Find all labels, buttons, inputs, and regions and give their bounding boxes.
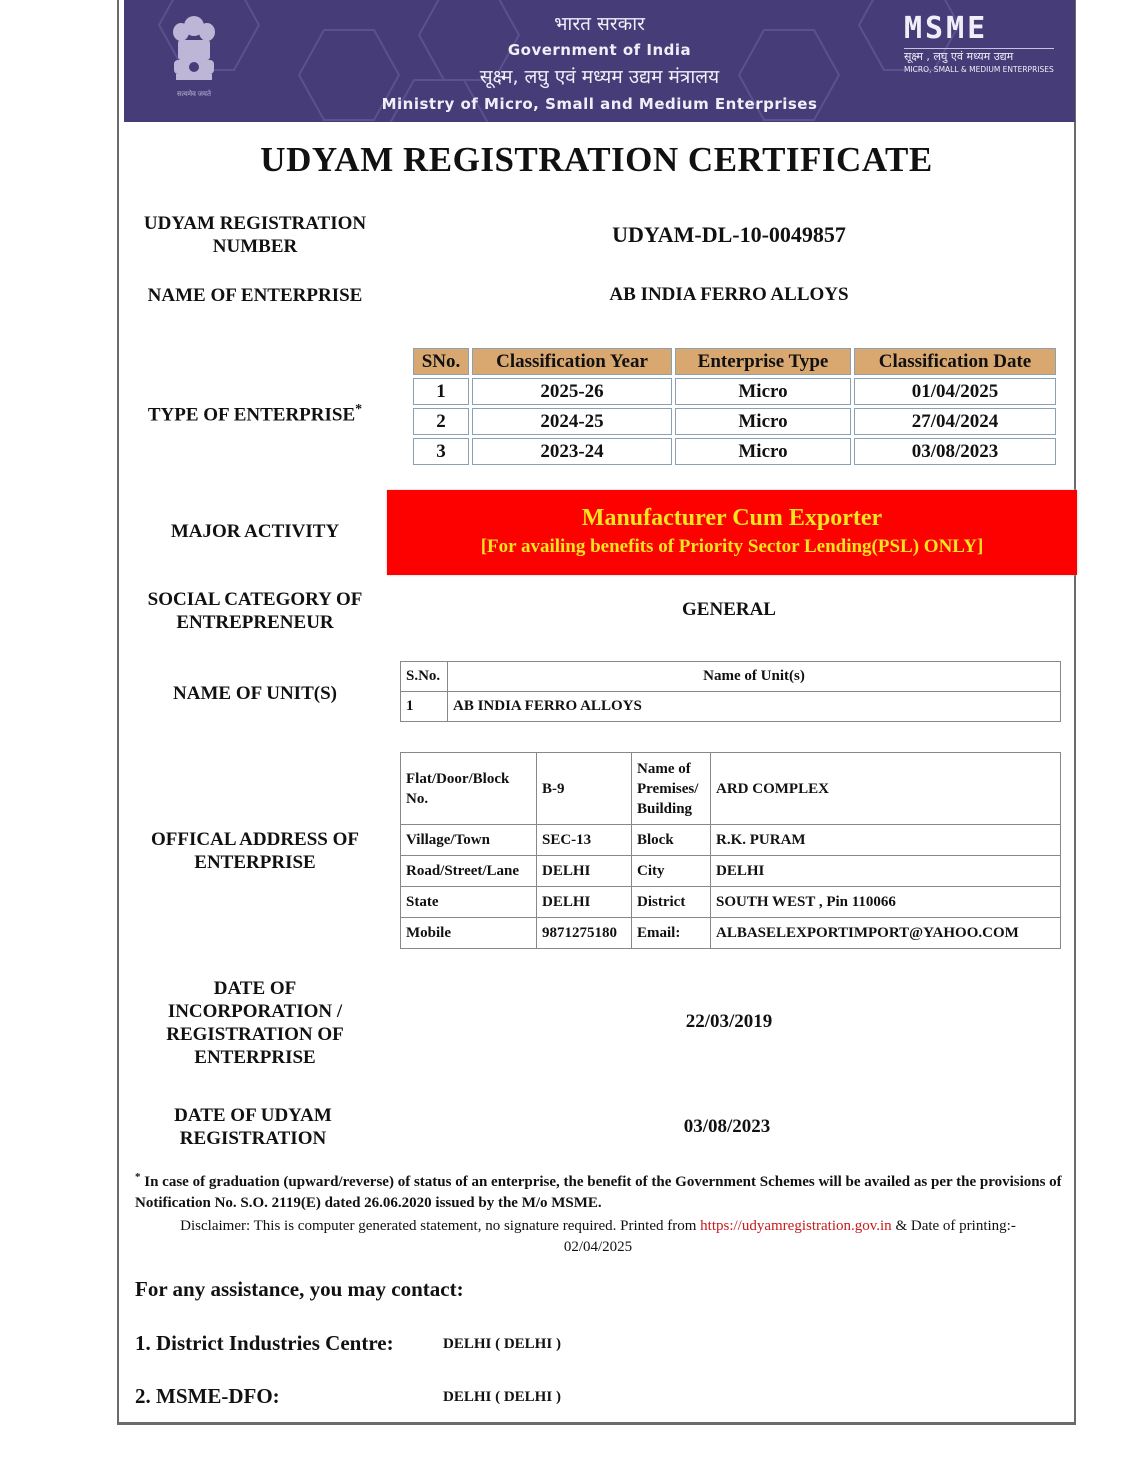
- major-activity-note: [For availing benefits of Priority Sector Lending(PSL) ONLY]: [480, 536, 984, 557]
- col-sno: SNo.: [413, 348, 469, 375]
- msme-hindi-tagline: सूक्ष्म , लघु एवं मध्यम उद्यम: [904, 50, 1014, 63]
- table-row: Flat/Door/Block No. B-9 Name of Premises/ Building ARD COMPLEX: [401, 753, 1061, 825]
- table-row: 3 2023-24 Micro 03/08/2023: [413, 438, 1056, 465]
- msme-dfo-contact-label: 2. MSME-DFO:: [135, 1384, 280, 1408]
- units-label: NAME OF UNIT(S): [173, 683, 337, 704]
- incorporation-date-value: 22/03/2019: [685, 1011, 773, 1032]
- certificate-title: UDYAM REGISTRATION CERTIFICATE: [260, 140, 933, 179]
- graduation-footnote: * In case of graduation (upward/reverse) of status of an enterprise, the benefit of the Government Schemes will be availed as per the provisions of Notification No. S.O. 2119(E) dated 26.06.2020 issued by the M/o MSME.: [135, 1171, 1062, 1211]
- udyam-date-value: 03/08/2023: [683, 1116, 771, 1137]
- reg-number-label: UDYAM REGISTRATION NUMBER: [143, 213, 367, 257]
- table-row: 2 2024-25 Micro 27/04/2024: [413, 408, 1056, 435]
- address-label: OFFICAL ADDRESS OF ENTERPRISE: [151, 829, 359, 873]
- udyam-date-label: DATE OF UDYAM REGISTRATION: [174, 1105, 332, 1149]
- social-category-value: GENERAL: [682, 599, 776, 620]
- table-row: Village/Town SEC-13 Block R.K. PURAM: [401, 825, 1061, 856]
- enterprise-name-label: NAME OF ENTERPRISE: [147, 285, 363, 306]
- table-row: 1 2025-26 Micro 01/04/2025: [413, 378, 1056, 405]
- table-row: Mobile 9871275180 Email: ALBASELEXPORTIMPORT@YAHOO.COM: [401, 918, 1061, 949]
- col-sno: S.No.: [401, 662, 448, 692]
- msme-dfo-contact-value: DELHI ( DELHI ): [443, 1389, 561, 1405]
- hindi-government-title: भारत सरकार: [554, 13, 645, 35]
- msme-logo-text: MSME: [904, 11, 989, 46]
- udyam-portal-link[interactable]: https://udyamregistration.gov.in: [700, 1218, 892, 1234]
- incorporation-date-label: DATE OF INCORPORATION / REGISTRATION OF ENTERPRISE: [166, 978, 344, 1068]
- government-title: Government of India: [507, 41, 692, 59]
- table-row: State DELHI District SOUTH WEST , Pin 110066: [401, 887, 1061, 918]
- enterprise-name-value: AB INDIA FERRO ALLOYS: [609, 284, 849, 305]
- major-activity-label: MAJOR ACTIVITY: [170, 521, 340, 542]
- ministry-banner: [124, 0, 1075, 122]
- table-row: 1 AB INDIA FERRO ALLOYS: [401, 692, 1061, 722]
- type-of-enterprise-label: TYPE OF ENTERPRISE*: [147, 402, 363, 426]
- major-activity-value: Manufacturer Cum Exporter: [581, 505, 883, 531]
- units-table: [400, 661, 1061, 722]
- msme-english-tagline: MICRO, SMALL & MEDIUM ENTERPRISES: [904, 65, 1054, 74]
- email-value: ALBASELEXPORTIMPORT@YAHOO.COM: [711, 918, 1061, 949]
- svg-text:सत्यमेव जयते: सत्यमेव जयते: [177, 90, 211, 98]
- disclaimer: Disclaimer: This is computer generated statement, no signature required. Printed from https://udyamregistration.gov.in & Date of printing:- 02/04/2025: [180, 1218, 1016, 1255]
- col-enterprise-type: Enterprise Type: [675, 348, 851, 375]
- hindi-ministry-title: सूक्ष्म, लघु एवं मध्यम उद्यम मंत्रालय: [479, 66, 720, 88]
- major-activity-box: [387, 490, 1077, 575]
- table-row: Road/Street/Lane DELHI City DELHI: [401, 856, 1061, 887]
- print-date: 02/04/2025: [563, 1239, 633, 1255]
- classification-table: [410, 345, 1059, 468]
- assistance-heading: For any assistance, you may contact:: [135, 1277, 464, 1301]
- address-table: [400, 752, 1061, 949]
- dic-contact-value: DELHI ( DELHI ): [443, 1336, 561, 1352]
- col-classification-date: Classification Date: [854, 348, 1056, 375]
- dic-contact-label: 1. District Industries Centre:: [135, 1331, 394, 1355]
- col-classification-year: Classification Year: [472, 348, 672, 375]
- certificate-page: [117, 0, 1076, 1425]
- reg-number-value: UDYAM-DL-10-0049857: [612, 222, 846, 247]
- msme-logo: [904, 12, 1054, 76]
- social-category-label: SOCIAL CATEGORY OF ENTREPRENEUR: [147, 589, 363, 633]
- ministry-title: Ministry of Micro, Small and Medium Enterprises: [381, 95, 818, 113]
- col-unit-name: Name of Unit(s): [448, 662, 1061, 692]
